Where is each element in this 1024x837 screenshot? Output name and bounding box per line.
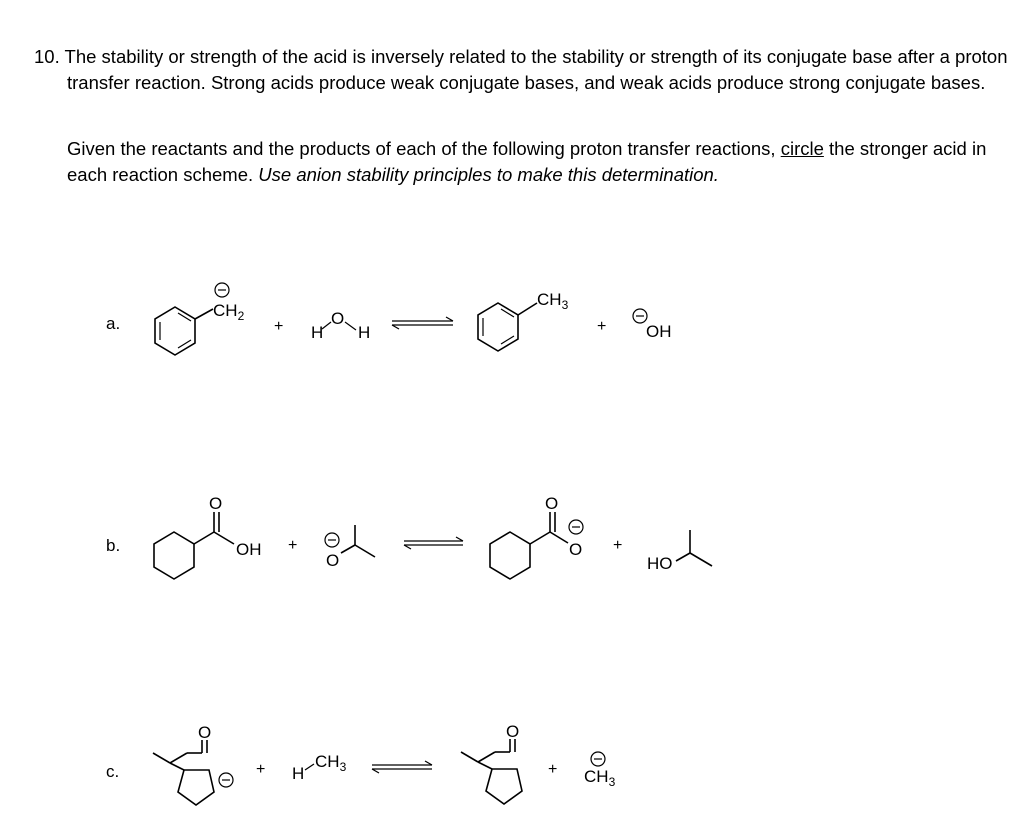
b-p1-carbonyl-o: O: [545, 494, 559, 513]
b-r1-oh: OH: [236, 540, 262, 559]
instruction-italic: Use anion stability principles to make this determination.: [258, 164, 719, 185]
a-p2: OH: [646, 322, 672, 341]
intro-text: The stability or strength of the acid is inversely related to the stability or strength of its conjugate base after a proton transfer reaction. Strong acids produce weak conjugate bases, and weak acids produce strong conjugate bases.: [64, 46, 1008, 93]
equilibrium-arrow: [392, 317, 453, 329]
cyclohexanecarboxylate: [490, 494, 583, 579]
b-p1-o: O: [569, 540, 583, 559]
b-p2-ho: HO: [647, 554, 673, 573]
a-p1-group: $CH_3$: [537, 290, 569, 312]
reaction-a-label: a.: [106, 314, 121, 333]
benzyl-anion: [155, 283, 245, 355]
methyl-anion: [584, 752, 616, 789]
a-water-h1: H: [311, 323, 324, 342]
equilibrium-arrow: [404, 537, 463, 549]
toluene: [478, 290, 569, 351]
isopropanol: [647, 530, 712, 573]
a-water-o: O: [331, 309, 345, 328]
equilibrium-arrow: [372, 761, 432, 773]
cyclohexanecarboxylic-acid: [154, 494, 262, 579]
plus-sign: +: [597, 318, 607, 335]
a-r1-group: $CH_2$: [213, 301, 245, 323]
plus-sign: +: [613, 537, 623, 554]
circle-word: circle: [780, 138, 824, 159]
c-p2-group: $CH_3$: [584, 767, 616, 789]
c-p1-carbonyl-o: O: [506, 722, 520, 741]
plus-sign: +: [274, 318, 284, 335]
hydroxide: [633, 309, 672, 341]
ketone-enolate: [153, 723, 233, 805]
water: [311, 309, 370, 342]
plus-sign: +: [548, 761, 558, 778]
b-r1-carbonyl-o: O: [209, 494, 223, 513]
c-r1-carbonyl-o: O: [198, 723, 212, 742]
isopropoxide: [325, 525, 375, 570]
b-r2-o: O: [326, 551, 340, 570]
a-water-h2: H: [358, 323, 371, 342]
methane: [292, 752, 347, 783]
reaction-b-label: b.: [106, 536, 121, 555]
plus-sign: +: [288, 537, 298, 554]
cyclopentyl-ketone: [461, 722, 522, 804]
plus-sign: +: [256, 761, 266, 778]
reaction-c-label: c.: [106, 762, 120, 781]
c-r2-group: $CH_3$: [315, 752, 347, 774]
instruction-text-2: the stronger acid in each reaction scheme.: [67, 138, 987, 185]
c-r2-h: H: [292, 764, 305, 783]
question-number: 10.: [34, 46, 60, 67]
instruction-text: Given the reactants and the products of each of the following proton transfer reactions,: [67, 138, 781, 159]
